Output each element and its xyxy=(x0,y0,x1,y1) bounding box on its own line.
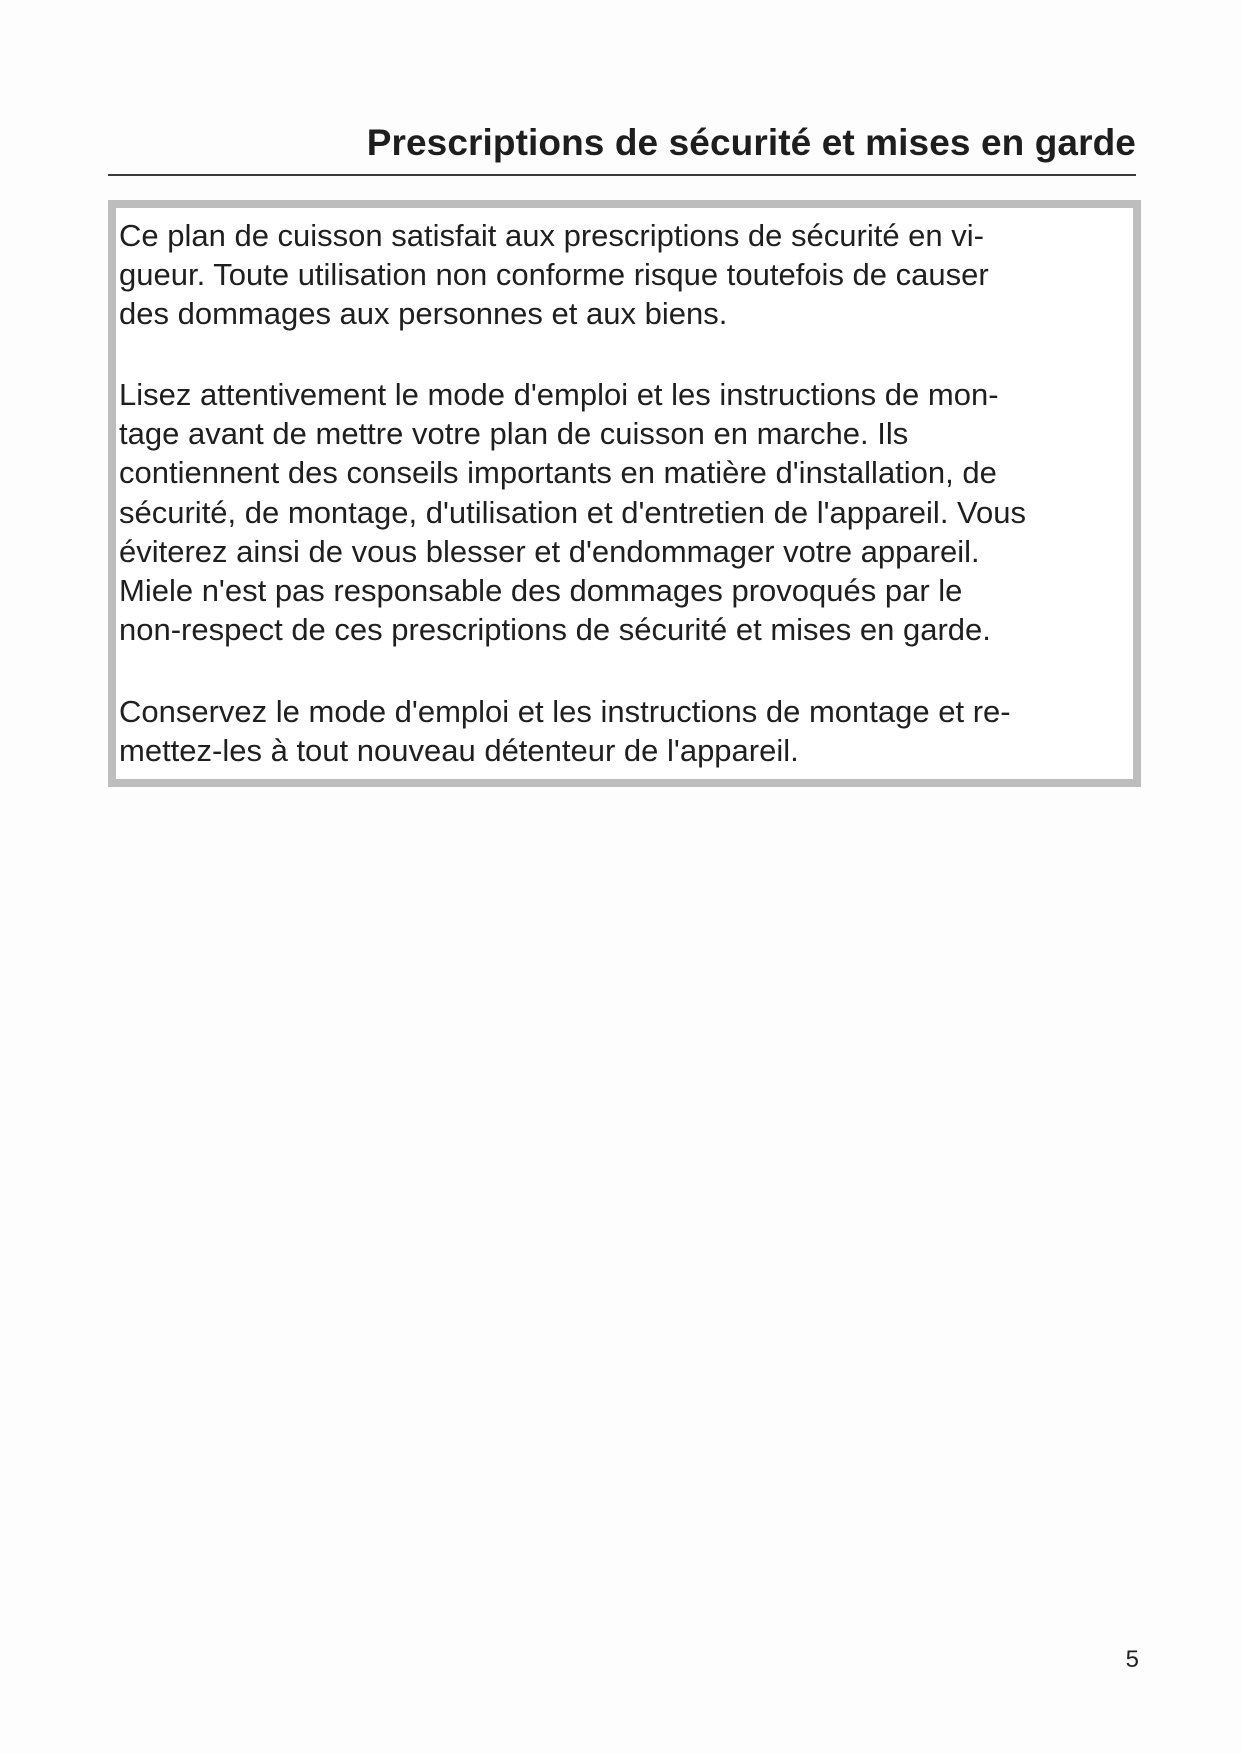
page-title: Prescriptions de sécurité et mises en garde xyxy=(366,122,1136,163)
warning-paragraph-1 xyxy=(119,216,1131,334)
text-line: mettez-les à tout nouveau détenteur de l'appareil. xyxy=(119,733,799,769)
warning-paragraph-3 xyxy=(119,692,1131,770)
text-line: tage avant de mettre votre plan de cuisson en marche. Ils xyxy=(119,416,909,452)
text-line: Ce plan de cuisson satisfait aux prescriptions de sécurité en vi- xyxy=(119,218,984,253)
warning-paragraph-2 xyxy=(119,375,1131,649)
page-header xyxy=(108,118,1136,176)
page-number: 5 xyxy=(1125,1646,1139,1673)
text-line: éviterez ainsi de vous blesser et d'endommager votre appareil. xyxy=(119,533,980,569)
text-line: Conservez le mode d'emploi et les instructions de montage et re- xyxy=(119,694,1011,729)
text-line: contiennent des conseils importants en matière d'installation, de xyxy=(119,455,997,491)
text-line: Lisez attentivement le mode d'emploi et les instructions de mon- xyxy=(119,377,999,412)
text-line: Miele n'est pas responsable des dommages provoqués par le xyxy=(119,573,963,609)
text-line: non-respect de ces prescriptions de sécurité et mises en garde. xyxy=(119,612,991,648)
text-line: des dommages aux personnes et aux biens. xyxy=(119,296,728,332)
text-line: sécurité, de montage, d'utilisation et d'entretien de l'appareil. Vous xyxy=(119,494,1026,530)
text-line: gueur. Toute utilisation non conforme risque toutefois de causer xyxy=(119,257,989,293)
